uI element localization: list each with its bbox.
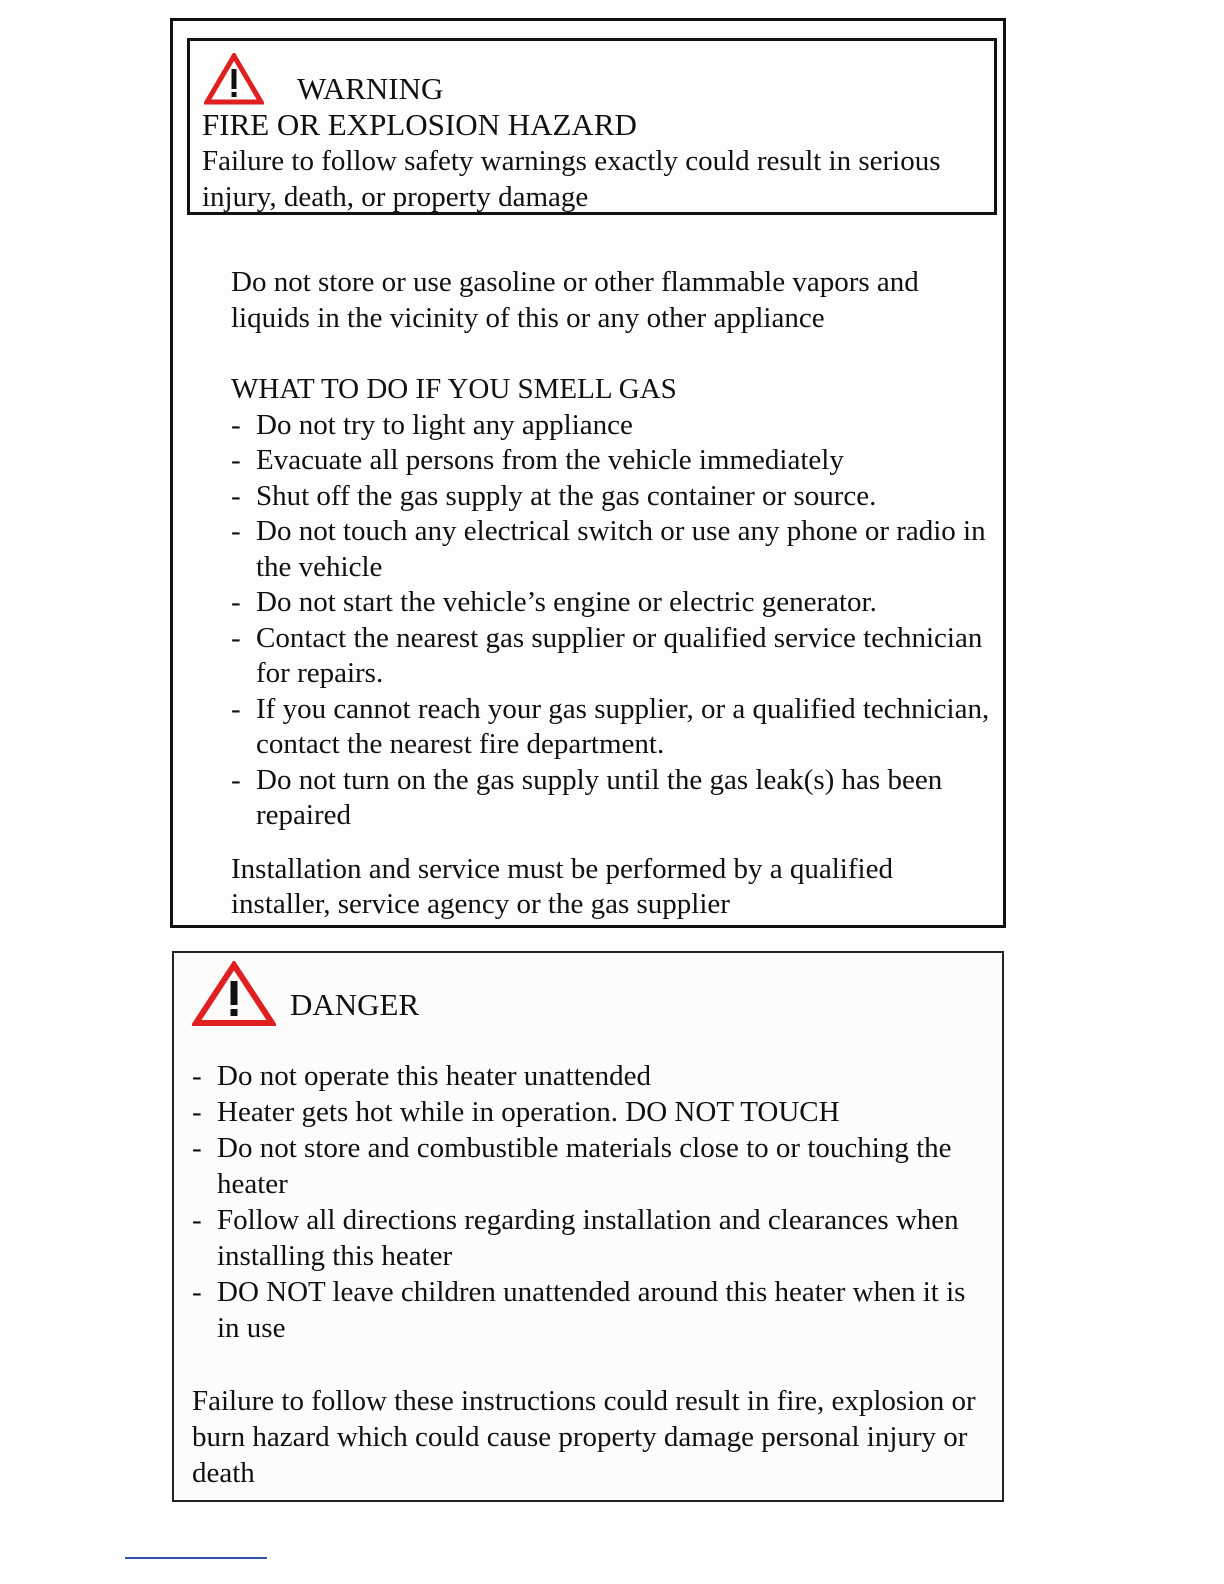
list-item: - Evacuate all persons from the vehicle immediately xyxy=(231,443,991,479)
installation-notice: Installation and service must be performed by a qualified installer, service agency or the gas supplier xyxy=(231,852,893,920)
danger-items xyxy=(192,1058,982,1346)
list-item: - Shut off the gas supply at the gas container or source. xyxy=(231,479,991,515)
danger-triangle-icon xyxy=(192,961,276,1027)
danger-footer: Failure to follow these instructions could result in fire, explosion or burn hazard which could cause property damage personal injury or death xyxy=(192,1385,976,1489)
warning-header xyxy=(187,38,997,215)
list-item: - Do not try to light any appliance xyxy=(231,408,991,444)
smell-gas-heading: WHAT TO DO IF YOU SMELL GAS xyxy=(231,373,677,405)
list-item: - Do not store and combustible materials close to or touching the heater xyxy=(192,1130,982,1202)
list-item: - Do not start the vehicle’s engine or electric generator. xyxy=(231,585,991,621)
list-item: - Heater gets hot while in operation. DO NOT TOUCH xyxy=(192,1094,982,1130)
smell-gas-steps xyxy=(231,408,991,834)
list-item: - Do not touch any electrical switch or use any phone or radio in the vehicle xyxy=(231,514,991,585)
warning-description: Failure to follow safety warnings exactly could result in serious injury, death, or property damage xyxy=(202,145,941,213)
warning-title: WARNING xyxy=(297,71,444,106)
warning-subtitle: FIRE OR EXPLOSION HAZARD xyxy=(202,107,637,142)
warning-panel xyxy=(170,18,1006,928)
warning-triangle-icon xyxy=(204,53,264,105)
list-item: - Do not turn on the gas supply until the gas leak(s) has been repaired xyxy=(231,763,991,834)
footnote-divider xyxy=(125,1557,267,1559)
danger-panel xyxy=(172,951,1004,1502)
list-item: - Follow all directions regarding installation and clearances when installing this heater xyxy=(192,1202,982,1274)
list-item: - Contact the nearest gas supplier or qualified service technician for repairs. xyxy=(231,621,991,692)
list-item: - DO NOT leave children unattended around this heater when it is in use xyxy=(192,1274,982,1346)
warning-body xyxy=(231,265,991,923)
danger-title: DANGER xyxy=(290,987,420,1022)
list-item: - Do not operate this heater unattended xyxy=(192,1058,982,1094)
list-item: - If you cannot reach your gas supplier, or a qualified technician, contact the nearest fire department. xyxy=(231,692,991,763)
flammable-notice: Do not store or use gasoline or other flammable vapors and liquids in the vicinity of this or any other appliance xyxy=(231,266,919,334)
